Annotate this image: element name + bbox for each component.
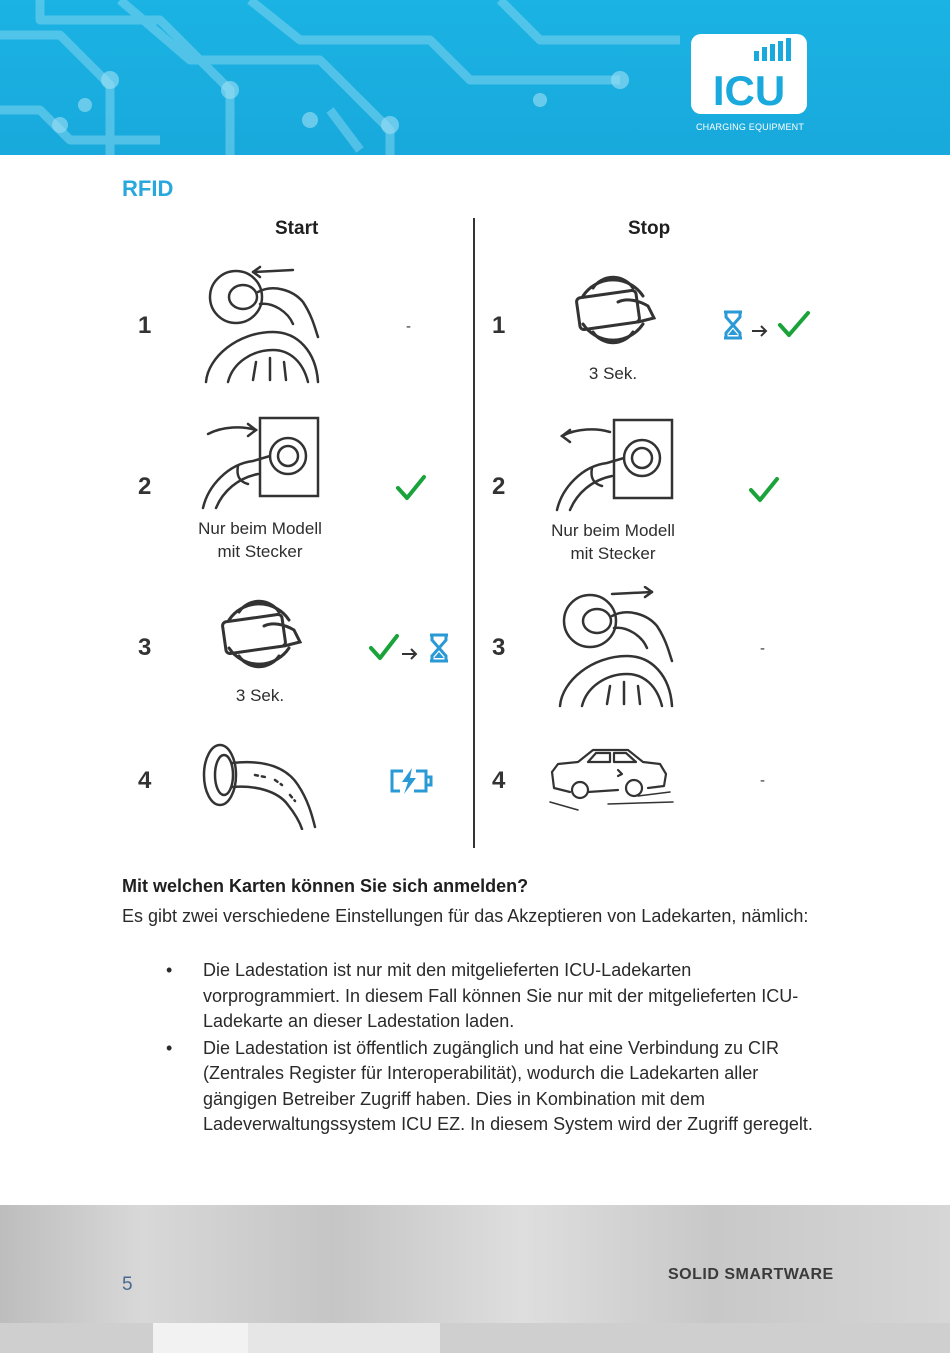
footer-strip <box>0 1323 950 1353</box>
start-step-1-status: - <box>406 318 411 335</box>
footer-highlight <box>153 1323 248 1353</box>
svg-text:ICU: ICU <box>712 67 786 114</box>
brand-name: SOLID SMARTWARE <box>668 1266 834 1283</box>
list-item-text: Die Ladestation ist nur mit den mitgelieferten ICU-Ladekarten vorprogrammiert. In diesem Fall können Sie nur mit der mitgelieferten ICU-Ladekarte an dieser Ladestation laden. <box>203 960 799 1031</box>
hourglass-to-check-icon <box>722 309 812 341</box>
logo-tagline: CHARGING EQUIPMENT <box>695 122 805 132</box>
bullet-marker: • <box>166 960 173 980</box>
list-item <box>122 1036 822 1138</box>
check-icon <box>395 473 427 503</box>
bullet-marker: • <box>166 1037 173 1058</box>
page-number: 5 <box>122 1274 133 1295</box>
check-icon <box>748 475 780 505</box>
socket-unplug-illustration <box>552 418 677 513</box>
stop-column-heading: Stop <box>628 218 671 239</box>
stop-step-4-number: 4 <box>492 767 506 794</box>
start-step-2-caption-line-2: mit Stecker <box>217 542 303 561</box>
start-step-3-caption: 3 Sek. <box>235 686 285 705</box>
start-column-heading: Start <box>275 218 319 239</box>
stop-step-2-number: 2 <box>492 473 506 500</box>
rfid-card-illustration <box>214 590 304 678</box>
stop-step-4-status: - <box>760 772 765 789</box>
stop-step-2-caption-line-1: Nur beim Modell <box>551 521 675 540</box>
footer-highlight <box>248 1323 440 1353</box>
stop-step-3-number: 3 <box>492 634 506 661</box>
rfid-card-illustration <box>568 266 658 354</box>
column-divider <box>473 218 475 848</box>
start-step-3-number: 3 <box>138 634 152 661</box>
page-title: RFID <box>122 176 174 201</box>
stop-step-1-number: 1 <box>492 312 506 339</box>
faq-bullet-list <box>122 958 822 1139</box>
stop-step-1-caption: 3 Sek. <box>588 364 638 383</box>
start-step-1-number: 1 <box>138 312 152 339</box>
check-to-hourglass-icon <box>368 632 454 664</box>
car-driving-illustration <box>548 744 678 816</box>
stop-step-2-caption-line-2: mit Stecker <box>570 544 656 563</box>
list-item-text: Die Ladestation ist öffentlich zugänglich und hat eine Verbindung zu CIR (Zentrales Register für Interoperabilität), wodurch die Ladekarten aller gängigen Betreiber Zugriff haben. Dies in Kombination mit dem Ladeverwaltungssystem ICU EZ. In diesem System wird der Zugriff geregelt. <box>203 1037 813 1134</box>
start-step-2-number: 2 <box>138 473 152 500</box>
unplug-car-illustration <box>552 586 677 708</box>
list-item <box>122 958 822 1035</box>
plug-in-car-illustration <box>198 262 323 384</box>
stop-step-3-status: - <box>760 640 765 657</box>
header-banner <box>0 0 950 155</box>
charging-battery-icon <box>388 766 434 796</box>
icu-logo <box>690 33 808 115</box>
faq-question: Mit welchen Karten können Sie sich anmelden? <box>122 876 529 896</box>
start-step-2-caption-line-1: Nur beim Modell <box>198 519 322 538</box>
faq-intro: Es gibt zwei verschiedene Einstellungen für das Akzeptieren von Ladekarten, nämlich: <box>122 906 809 926</box>
socket-plug-illustration <box>198 416 323 511</box>
start-step-4-number: 4 <box>138 767 152 794</box>
charging-cable-illustration <box>200 735 325 830</box>
